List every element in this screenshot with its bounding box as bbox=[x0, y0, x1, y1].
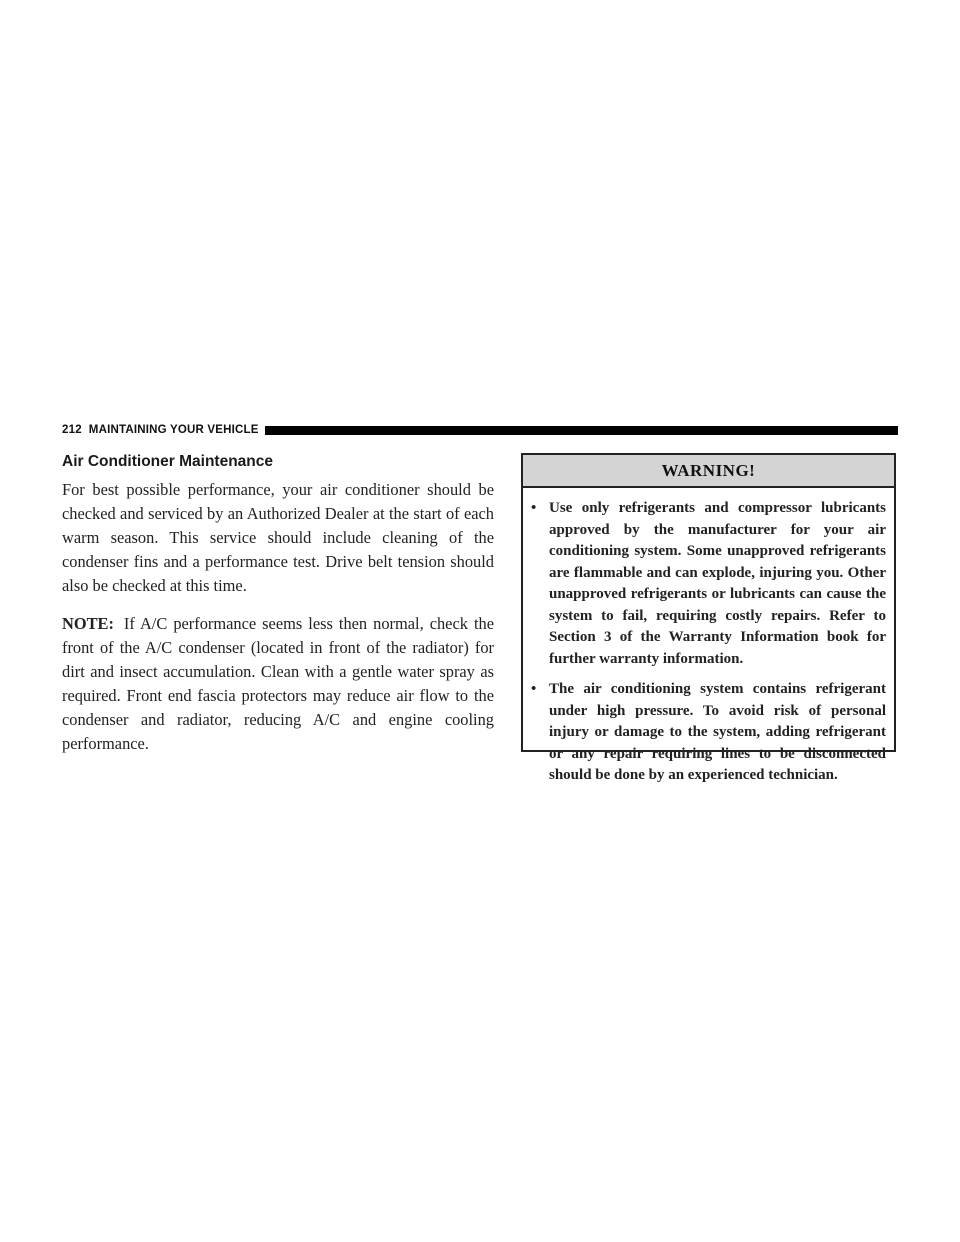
warning-title: WARNING! bbox=[523, 455, 894, 488]
bullet-icon: • bbox=[531, 681, 537, 697]
body-paragraph: For best possible performance, your air conditioner should be checked and serviced by an Authorized Dealer at the start of each warm season. This service should include cleaning of the condenser fins and a performance test. Drive belt tension should also be checked at this time. bbox=[62, 480, 494, 595]
note-label: NOTE: bbox=[62, 614, 114, 633]
note-text: If A/C performance seems less then normal, check the front of the A/C condenser (located in front of the radiator) for dirt and insect accumulation. Clean with a gentle water spray as required. Front end fascia protectors may reduce air flow to the condenser and radiator, reducing A/C and engine cooling performance. bbox=[62, 614, 494, 753]
section-heading: Air Conditioner Maintenance bbox=[62, 453, 273, 470]
warning-list bbox=[523, 488, 894, 787]
chapter-title: MAINTAINING YOUR VEHICLE bbox=[88, 424, 259, 436]
main-column bbox=[62, 452, 494, 770]
header-rule bbox=[265, 426, 898, 435]
warning-item bbox=[531, 498, 886, 670]
warning-item-text: Use only refrigerants and compressor lubricants approved by the manufacturer for your air conditioning system. Some unapproved refrigerants are flammable and can explode, injuring you. Other unapproved refrigerants or lubricants can cause the system to fail, requiring costly repairs. Refer to Section 3 of the Warranty Information book for further warranty information. bbox=[549, 500, 886, 667]
warning-item bbox=[531, 679, 886, 787]
bullet-icon: • bbox=[531, 500, 537, 516]
warning-box bbox=[521, 453, 896, 783]
page-number: 212 bbox=[62, 424, 82, 436]
note-paragraph bbox=[62, 612, 494, 756]
page-header bbox=[62, 420, 898, 440]
warning-item-text: The air conditioning system contains refrigerant under high pressure. To avoid risk of personal injury or damage to the system, adding refrigerant or any repair requiring lines to be disconnected should be done by an experienced technician. bbox=[549, 681, 886, 783]
